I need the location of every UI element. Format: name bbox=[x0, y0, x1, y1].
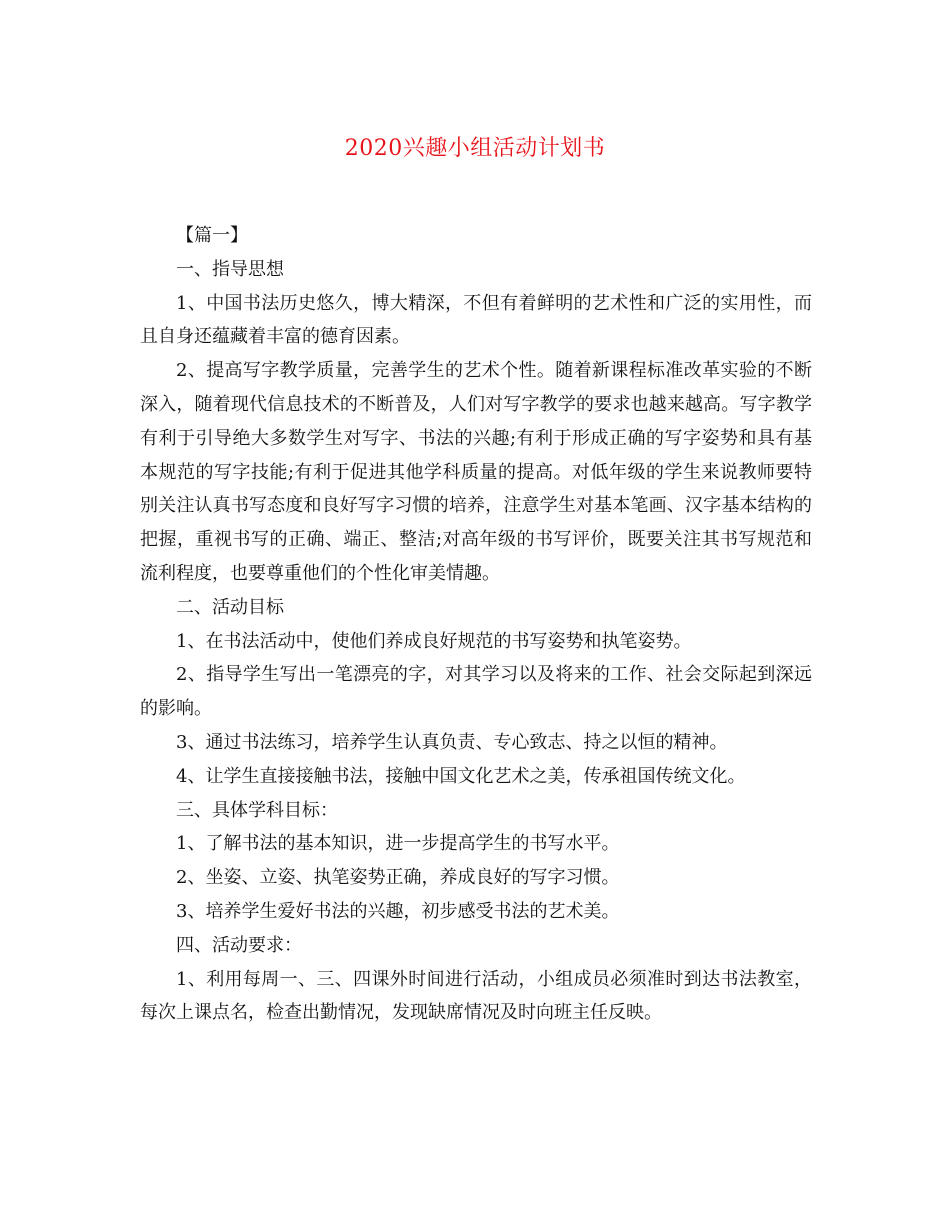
paragraph: 2、提高写字教学质量，完善学生的艺术个性。随着新课程标准改革实验的不断深入，随着现代信息技术的不断普及，人们对写字教学的要求也越来越高。写字教学有利于引导绝大多数学生对写字、书法的兴趣;有利于形成正确的写字姿势和具有基本规范的写字技能;有利于促进其他学科质量的提高。对低年级的学生来说教师要特别关注认真书写态度和良好写字习惯的培养，注意学生对基本笔画、汉字基本结构的把握，重视书写的正确、端正、整洁;对高年级的书写评价，既要关注其书写规范和流利程度，也要尊重他们的个性化审美情趣。 bbox=[140, 360, 812, 584]
paragraph: 2、指导学生写出一笔漂亮的字，对其学习以及将来的工作、社会交际起到深远的影响。 bbox=[140, 664, 812, 720]
paragraph: 1、了解书法的基本知识，进一步提高学生的书写水平。 bbox=[176, 833, 620, 855]
heading-activity-goals: 二、活动目标 bbox=[176, 596, 284, 618]
document-title: 2020兴趣小组活动计划书 bbox=[344, 136, 606, 161]
section-label: 【篇一】 bbox=[176, 225, 248, 246]
heading-guiding-ideology: 一、指导思想 bbox=[176, 258, 284, 280]
paragraph: 3、通过书法练习，培养学生认真负责、专心致志、持之以恒的精神。 bbox=[176, 731, 728, 753]
heading-subject-goals: 三、具体学科目标： bbox=[176, 799, 338, 821]
heading-activity-requirements: 四、活动要求： bbox=[176, 934, 302, 956]
paragraph: 2、坐姿、立姿、执笔姿势正确，养成良好的写字习惯。 bbox=[176, 867, 620, 889]
paragraph: 1、在书法活动中，使他们养成良好规范的书写姿势和执笔姿势。 bbox=[176, 630, 692, 652]
paragraph: 4、让学生直接接触书法，接触中国文化艺术之美，传承祖国传统文化。 bbox=[176, 765, 746, 787]
paragraph: 3、培养学生爱好书法的兴趣，初步感受书法的艺术美。 bbox=[176, 900, 620, 922]
document-body bbox=[140, 219, 812, 1030]
paragraph: 1、利用每周一、三、四课外时间进行活动，小组成员必须准时到达书法教室，每次上课点名，检查出勤情况，发现缺席情况及时向班主任反映。 bbox=[140, 968, 812, 1024]
paragraph: 1、中国书法历史悠久，博大精深，不但有着鲜明的艺术性和广泛的实用性，而且自身还蕴藏着丰富的德育因素。 bbox=[140, 292, 812, 348]
